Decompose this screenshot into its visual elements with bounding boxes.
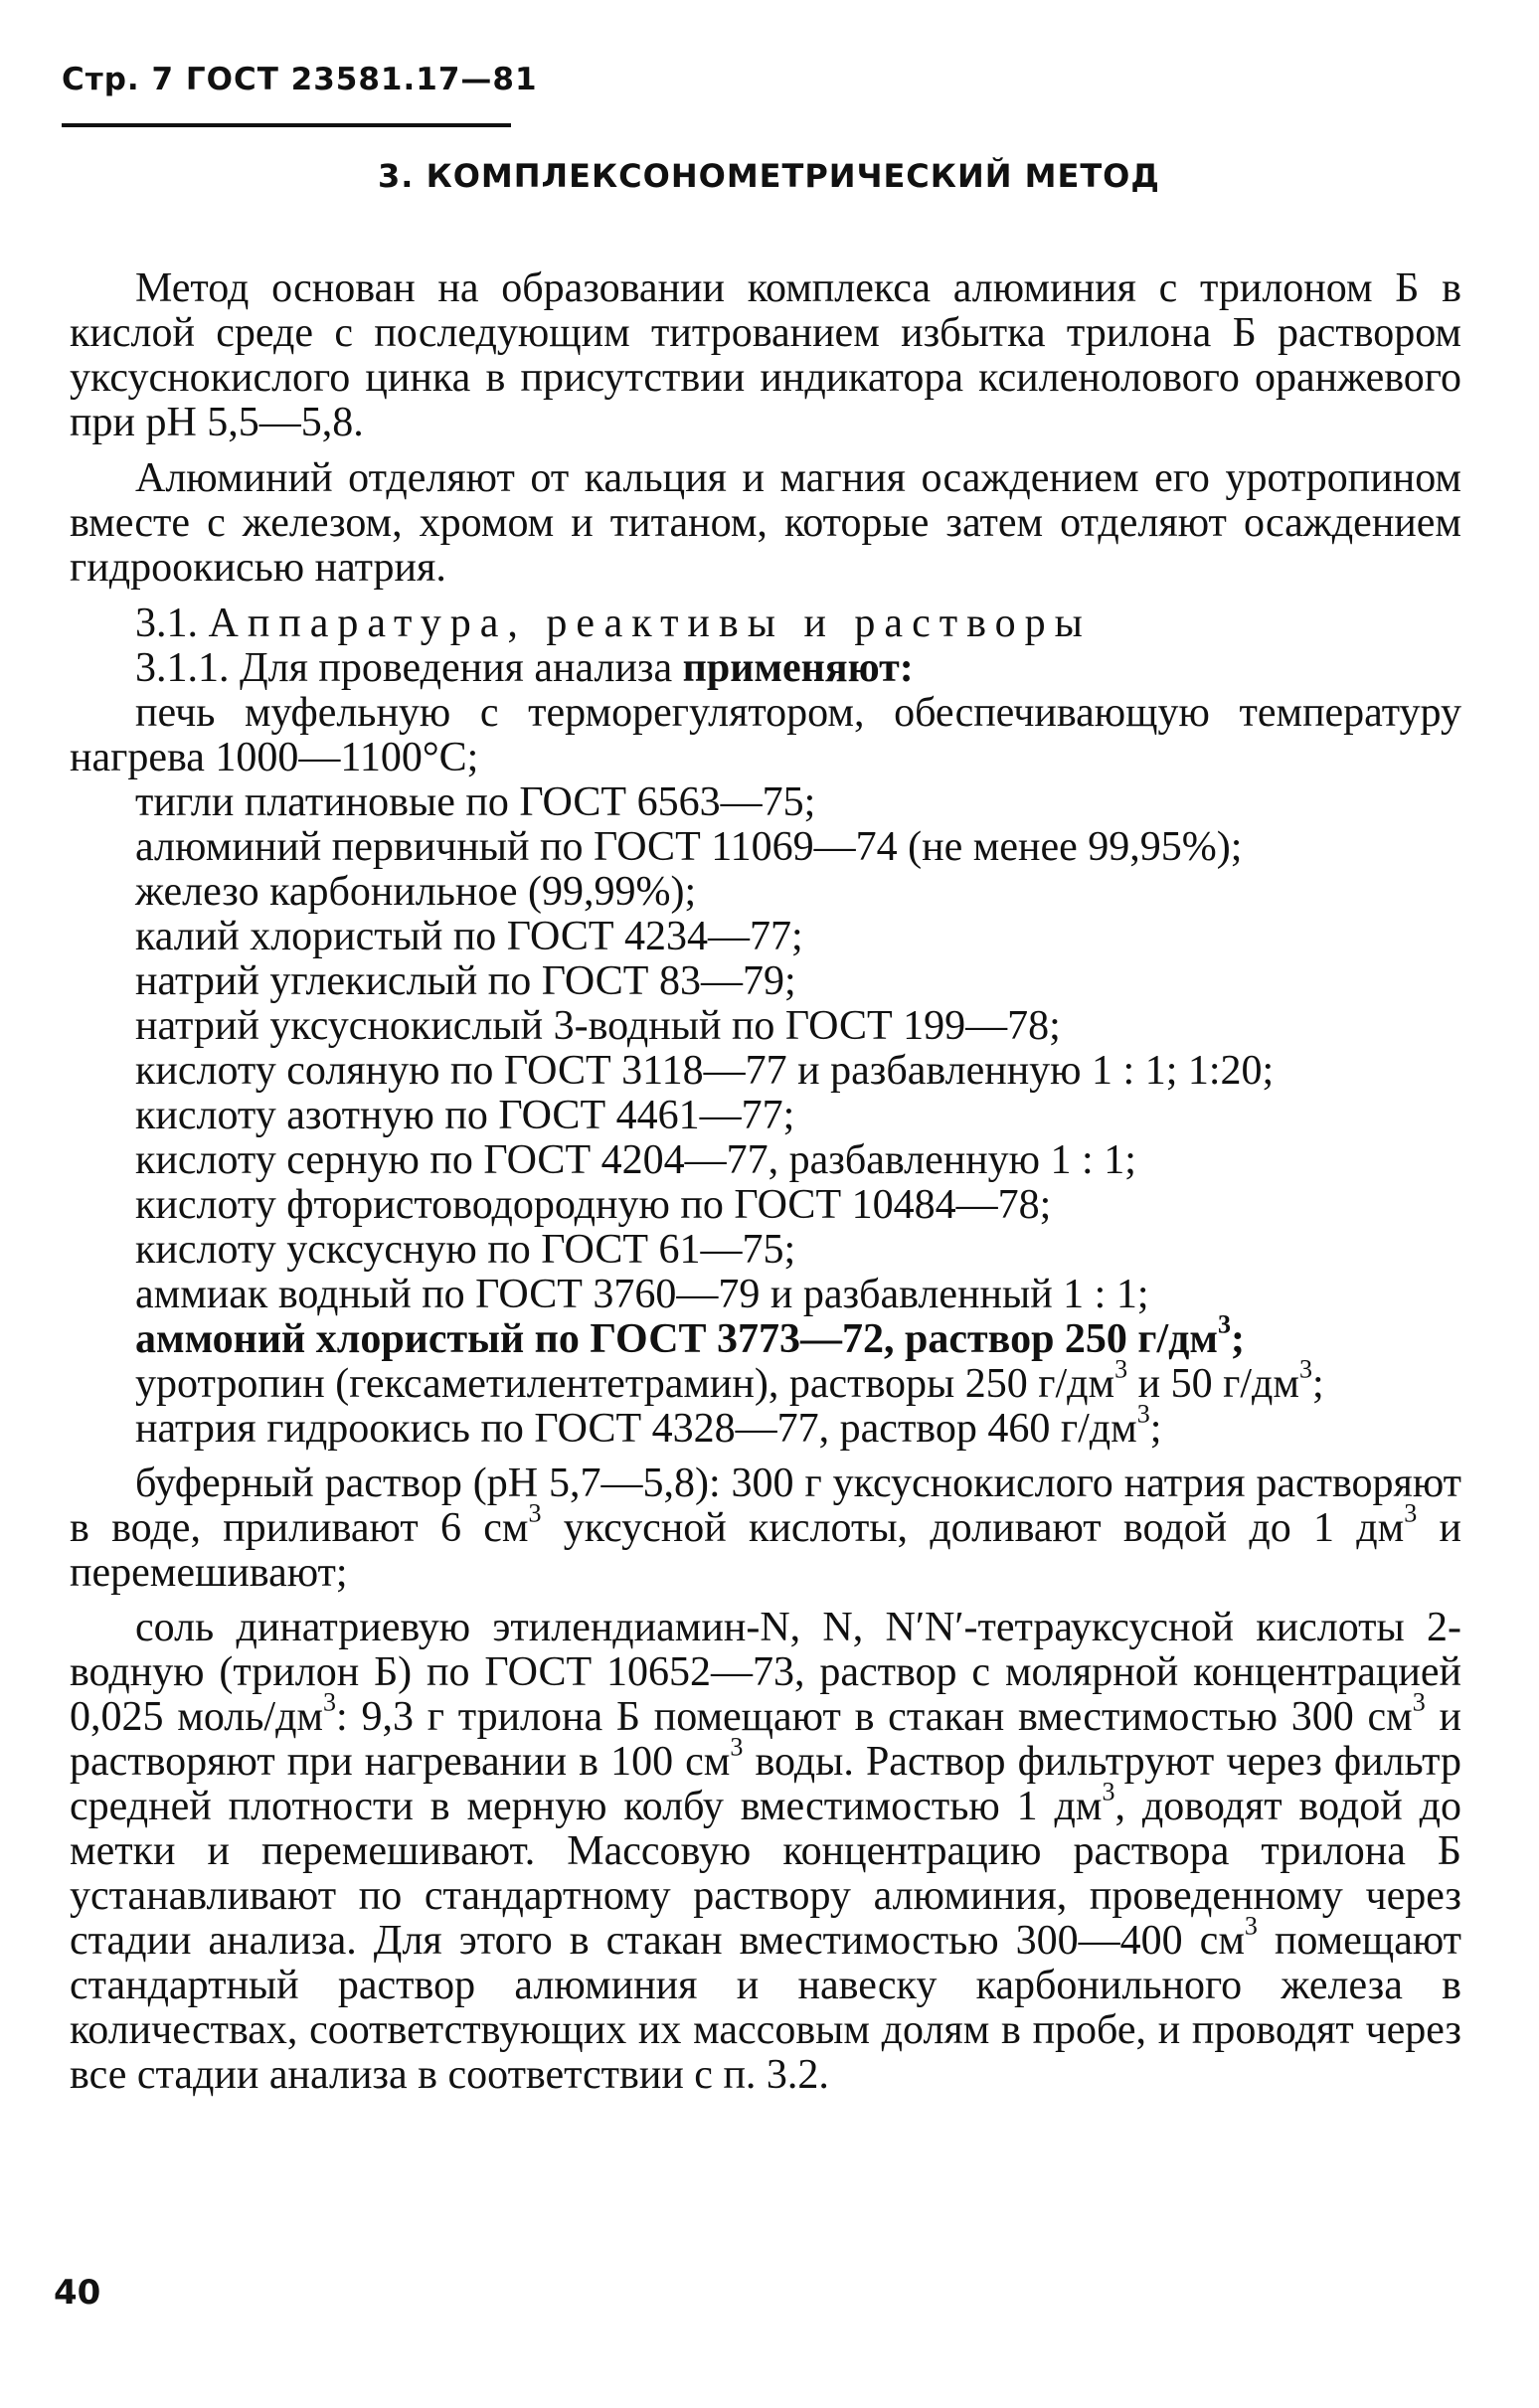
list-item: кислоту фтористоводородную по ГОСТ 10484—78; (135, 1182, 1052, 1228)
list-item-ammonium (70, 1309, 1461, 1362)
buffer-sup2: 3 (1404, 1498, 1418, 1528)
trilon-sup3: 3 (730, 1732, 744, 1762)
subsection-title: Аппаратура, реактивы и растворы (208, 601, 1092, 646)
list-item: железо карбонильное (99,99%); (135, 869, 697, 915)
ammonium-sup: 3 (1218, 1309, 1232, 1339)
header-label: Стр. 7 ГОСТ 23581.17—81 (62, 62, 538, 97)
trilon-part2: : 9,3 г трилона Б помещают в стакан вместимостью 300 см (336, 1694, 1413, 1740)
header-rule (62, 123, 511, 127)
list-item: кислоту азотную по ГОСТ 4461—77; (135, 1093, 795, 1138)
trilon-sup5: 3 (1244, 1911, 1258, 1941)
naoh-tail: ; (1149, 1406, 1162, 1452)
buffer-part3: и перемешивают; (70, 1505, 1461, 1596)
urotropin-sup1: 3 (1114, 1354, 1128, 1384)
subsection-number: 3.1. (135, 601, 198, 646)
list-item: калий хлористый по ГОСТ 4234—77; (135, 914, 803, 959)
clause-lead-bold: применяют: (682, 645, 914, 691)
trilon-part5: , доводят водой до метки и перемешивают. Массовую концентрацию раствора трилона Б устанавливают по стандартному раствору алюминия, проведенному через стадии анализа. Для этого в стакан вместимостью 300—400 см (70, 1784, 1461, 1964)
buffer-sup1: 3 (528, 1498, 542, 1528)
urotropin-tail: ; (1311, 1361, 1324, 1407)
buffer-part1: буферный раствор (pH 5,7—5,8): 300 г уксуснокислого натрия растворяют в воде, приливают 6 см (70, 1461, 1461, 1551)
clause-lead: Для проведения анализа (240, 645, 673, 691)
urotropin-part2: и 50 г/дм (1127, 1361, 1299, 1407)
clause-number: 3.1.1. (135, 645, 230, 691)
page-header (62, 62, 538, 97)
list-item-trilon (70, 1606, 1461, 2098)
section-title: 3. КОМПЛЕКСОНОМЕТРИЧЕСКИЙ МЕТОД (378, 157, 1160, 195)
ammonium-text: аммоний хлористый по ГОСТ 3773—72, раствор 250 г/дм (135, 1316, 1219, 1362)
list-item: аммиак водный по ГОСТ 3760—79 и разбавленный 1 : 1; (135, 1272, 1149, 1317)
list-item: тигли платиновые по ГОСТ 6563—75; (135, 779, 816, 825)
list-item: кислоту серную по ГОСТ 4204—77, разбавленную 1 : 1; (135, 1137, 1136, 1183)
intro-paragraph-1: Метод основан на образовании комплекса алюминия с трилоном Б в кислой среде с последующим титрованием избытка трилона Б раствором уксуснокислого цинка в присутствии индикатора ксиленолового оранжевого при pH 5,5—5,8. (70, 265, 1461, 445)
trilon-part4: воды. Раствор фильтруют через фильтр средней плотности в мерную колбу вместимостью 1 дм (70, 1739, 1461, 1829)
urotropin-part1: уротропин (гексаметилентетрамин), растворы 250 г/дм (135, 1361, 1115, 1407)
trilon-sup4: 3 (1102, 1777, 1115, 1806)
ammonium-tail: ; (1231, 1316, 1246, 1362)
trilon-part1: соль динатриевую этилендиамин-N, N, N′N′-тетрауксусной кислоты 2-водную (трилон Б) по ГОСТ 10652—73, раствор с молярной концентрацией 0,025 моль/дм (70, 1605, 1461, 1740)
clause-heading (70, 646, 1461, 691)
list-item-naoh (70, 1399, 1461, 1452)
document-body (70, 266, 1461, 2098)
naoh-sup: 3 (1136, 1399, 1150, 1429)
trilon-part6: помещают стандартный раствор алюминия и навеску карбонильного железа в количествах, соответствующих их массовым долям в пробе, и проводят через все стадии анализа в соответствии с п. 3.2. (70, 1918, 1462, 2098)
list-item-urotropin (70, 1354, 1461, 1407)
naoh-text: натрия гидроокись по ГОСТ 4328—77, раствор 460 г/дм (135, 1406, 1137, 1452)
urotropin-sup2: 3 (1298, 1354, 1312, 1384)
buffer-part2: уксусной кислоты, доливают водой до 1 дм (541, 1505, 1405, 1551)
list-item: натрий углекислый по ГОСТ 83—79; (135, 958, 796, 1004)
trilon-part3: и растворяют при нагревании в 100 см (70, 1694, 1461, 1785)
list-item: натрий уксуснокислый 3-водный по ГОСТ 199—78; (135, 1003, 1061, 1049)
list-item: кислоту соляную по ГОСТ 3118—77 и разбавленную 1 : 1; 1:20; (135, 1048, 1275, 1094)
trilon-sup2: 3 (1412, 1687, 1426, 1717)
list-item-buffer (70, 1462, 1461, 1596)
page-number: 40 (54, 2273, 101, 2313)
intro-paragraph-2: Алюминий отделяют от кальция и магния осаждением его уротропином вместе с железом, хромом и титаном, которые затем отделяют осаждением гидроокисью натрия. (70, 455, 1461, 591)
trilon-sup1: 3 (323, 1687, 337, 1717)
list-item: кислоту усксусную по ГОСТ 61—75; (135, 1227, 796, 1273)
list-item: алюминий первичный по ГОСТ 11069—74 (не менее 99,95%); (135, 824, 1243, 870)
subsection-heading (70, 602, 1461, 646)
list-item: печь муфельную с терморегулятором, обеспечивающую температуру нагрева 1000—1100°С; (70, 690, 1461, 780)
